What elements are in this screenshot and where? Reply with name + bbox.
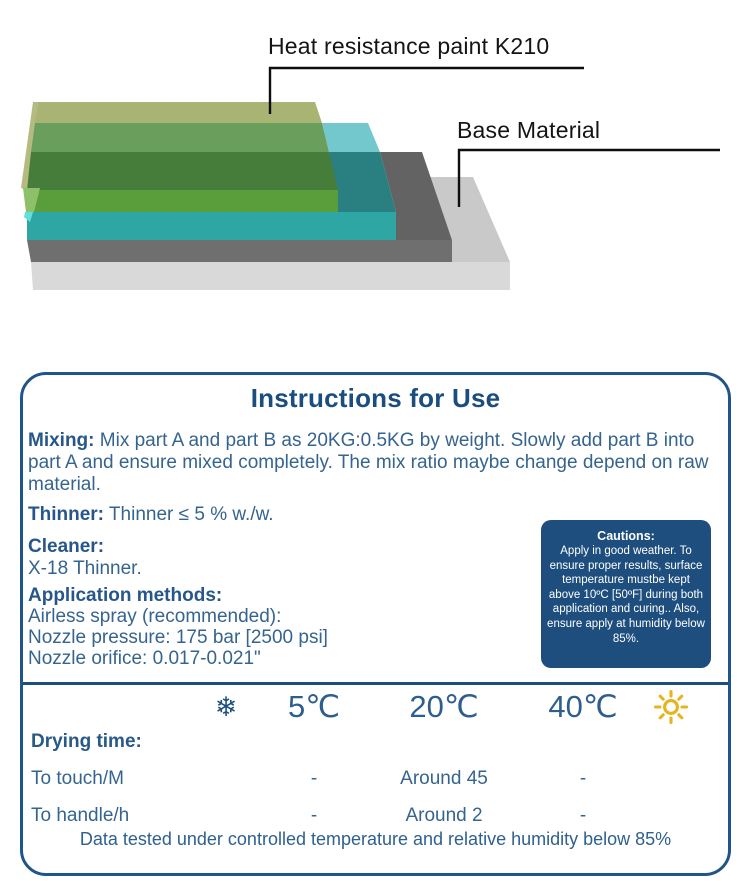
- cell-touch-20c: Around 45: [400, 768, 488, 789]
- cell-touch-5c: -: [310, 768, 318, 789]
- cautions-title: Cautions:: [597, 529, 655, 543]
- sun-icon-svg: [653, 689, 689, 725]
- cleaner-label: Cleaner:: [28, 536, 105, 557]
- application-methods-block: [28, 585, 328, 669]
- base-label-connector-line: [459, 150, 720, 207]
- sun-icon: [653, 689, 689, 725]
- cleaner-block: [28, 536, 142, 580]
- base-material-label: Base Material: [457, 117, 601, 143]
- teal-layer-top-face: [322, 123, 380, 152]
- green-layer-front-face: [27, 190, 338, 212]
- paint-layer-top-face: [35, 102, 322, 123]
- column-header-40c: 40℃: [548, 689, 618, 724]
- snowflake-icon: ❄: [214, 692, 238, 722]
- thinner-text: Thinner ≤ 5 % w./w.: [104, 504, 274, 525]
- paint-label-connector-line: [270, 68, 584, 114]
- cell-handle-5c: -: [310, 805, 318, 826]
- row-label-to-handle: To handle/h: [31, 805, 130, 826]
- application-line-pressure: Nozzle pressure: 175 bar [2500 psi]: [28, 627, 328, 648]
- mixing-text: Mix part A and part B as 20KG:0.5KG by weight. Slowly add part B into part A and ensure mixed completely. The mix ratio maybe change depend on raw material.: [28, 430, 709, 495]
- cautions-panel: [541, 520, 711, 668]
- cell-handle-40c: -: [579, 805, 587, 826]
- column-header-5c: 5℃: [287, 689, 341, 724]
- table-footnote: Data tested under controlled temperature and relative humidity below 85%: [79, 829, 672, 849]
- column-header-20c: 20℃: [409, 689, 479, 724]
- drying-time-label: Drying time:: [31, 731, 142, 752]
- teal-layer-front-face: [27, 212, 396, 240]
- table-divider-rule: [23, 682, 728, 685]
- paint-over-green-dark-band: [27, 152, 338, 190]
- mixing-label: Mixing:: [28, 430, 95, 451]
- cleaner-text: X-18 Thinner.: [28, 558, 142, 579]
- thinner-label: Thinner:: [28, 504, 104, 525]
- instructions-title: Instructions for Use: [250, 383, 501, 413]
- cell-touch-40c: -: [579, 768, 587, 789]
- application-label: Application methods:: [28, 585, 223, 606]
- cell-handle-20c: Around 2: [405, 805, 483, 826]
- application-line-orifice: Nozzle orifice: 0.017-0.021": [28, 648, 261, 669]
- darkgray-layer-front-face: [27, 240, 452, 262]
- cautions-text: Apply in good weather. To ensure proper results, surface temperature mustbe kept above 10ºC [50ºF] during both application and curing.. Also, ensure apply at humidity below 85%.: [547, 545, 705, 645]
- paint-layer-label: Heat resistance paint K210: [268, 33, 550, 59]
- paint-over-green-band: [31, 123, 329, 152]
- thinner-line: [28, 504, 274, 526]
- base-layer-front-face: [31, 262, 510, 290]
- application-line-spray: Airless spray (recommended):: [28, 606, 282, 627]
- row-label-to-touch: To touch/M: [31, 768, 124, 789]
- mixing-paragraph: [28, 430, 728, 496]
